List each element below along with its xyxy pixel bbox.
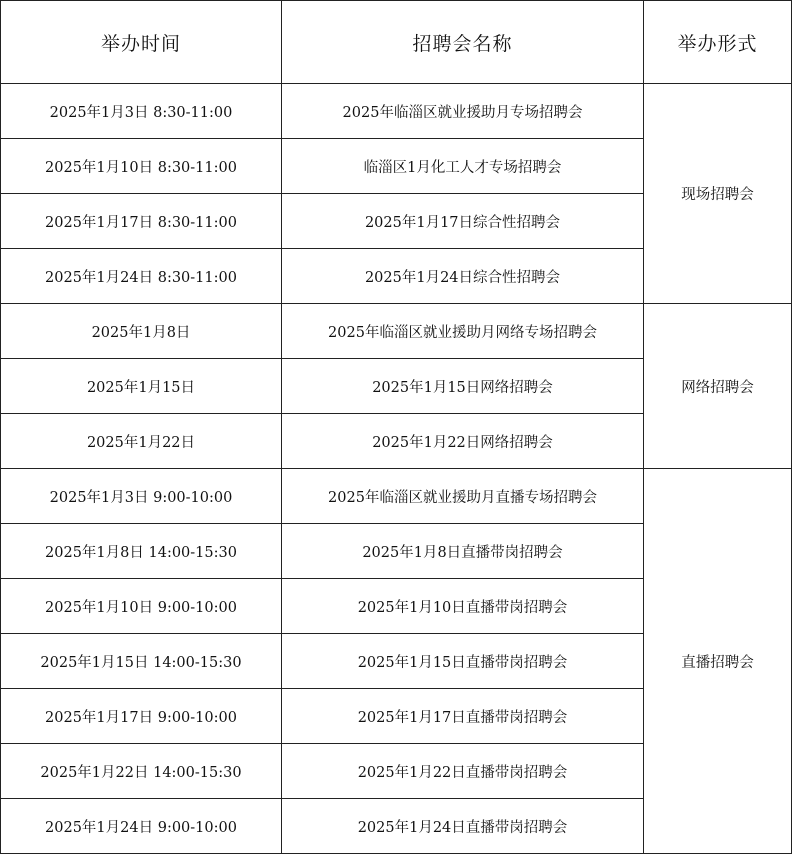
cell-time: 2025年1月24日 8:30-11:00 xyxy=(1,249,282,304)
cell-format-livestream: 直播招聘会 xyxy=(644,469,792,854)
cell-format-online: 网络招聘会 xyxy=(644,304,792,469)
header-format: 举办形式 xyxy=(644,1,792,84)
table-body xyxy=(1,84,792,854)
table-row xyxy=(1,84,792,139)
cell-name: 2025年1月17日综合性招聘会 xyxy=(282,194,644,249)
cell-name: 2025年临淄区就业援助月专场招聘会 xyxy=(282,84,644,139)
cell-name: 2025年临淄区就业援助月直播专场招聘会 xyxy=(282,469,644,524)
cell-time: 2025年1月15日 xyxy=(1,359,282,414)
cell-time: 2025年1月17日 9:00-10:00 xyxy=(1,689,282,744)
cell-time: 2025年1月24日 9:00-10:00 xyxy=(1,799,282,854)
cell-name: 2025年1月22日直播带岗招聘会 xyxy=(282,744,644,799)
cell-format-onsite: 现场招聘会 xyxy=(644,84,792,304)
cell-time: 2025年1月3日 9:00-10:00 xyxy=(1,469,282,524)
cell-name: 2025年1月15日网络招聘会 xyxy=(282,359,644,414)
cell-name: 2025年1月10日直播带岗招聘会 xyxy=(282,579,644,634)
table-header xyxy=(1,1,792,84)
cell-name: 2025年1月8日直播带岗招聘会 xyxy=(282,524,644,579)
cell-time: 2025年1月10日 8:30-11:00 xyxy=(1,139,282,194)
cell-time: 2025年1月22日 14:00-15:30 xyxy=(1,744,282,799)
header-name: 招聘会名称 xyxy=(282,1,644,84)
cell-name: 2025年1月24日综合性招聘会 xyxy=(282,249,644,304)
cell-time: 2025年1月10日 9:00-10:00 xyxy=(1,579,282,634)
cell-time: 2025年1月8日 xyxy=(1,304,282,359)
table-row xyxy=(1,304,792,359)
header-row xyxy=(1,1,792,84)
cell-time: 2025年1月17日 8:30-11:00 xyxy=(1,194,282,249)
cell-time: 2025年1月8日 14:00-15:30 xyxy=(1,524,282,579)
cell-name: 2025年1月22日网络招聘会 xyxy=(282,414,644,469)
cell-name: 2025年临淄区就业援助月网络专场招聘会 xyxy=(282,304,644,359)
cell-name: 2025年1月17日直播带岗招聘会 xyxy=(282,689,644,744)
cell-time: 2025年1月15日 14:00-15:30 xyxy=(1,634,282,689)
header-time: 举办时间 xyxy=(1,1,282,84)
cell-time: 2025年1月22日 xyxy=(1,414,282,469)
cell-time: 2025年1月3日 8:30-11:00 xyxy=(1,84,282,139)
cell-name: 2025年1月24日直播带岗招聘会 xyxy=(282,799,644,854)
cell-name: 2025年1月15日直播带岗招聘会 xyxy=(282,634,644,689)
cell-name: 临淄区1月化工人才专场招聘会 xyxy=(282,139,644,194)
table-row xyxy=(1,469,792,524)
